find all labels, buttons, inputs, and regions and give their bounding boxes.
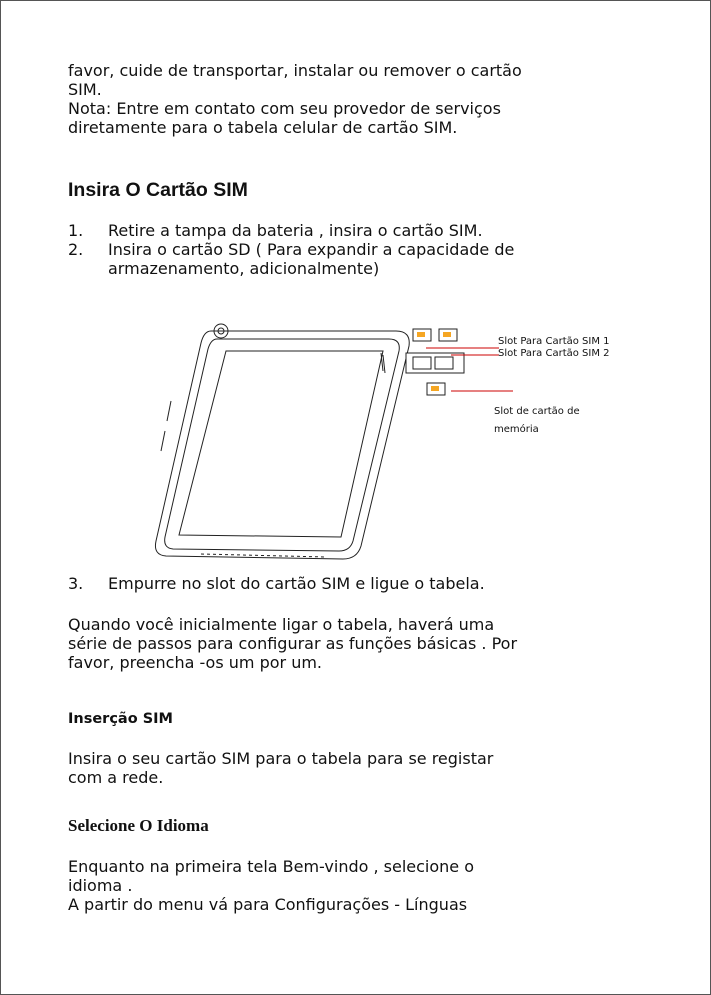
paragraph-line: Insira o seu cartão SIM para o tabela para se registar bbox=[68, 749, 494, 768]
setup-paragraph bbox=[68, 615, 628, 672]
step-number: 3. bbox=[68, 574, 84, 593]
step-item bbox=[68, 221, 628, 240]
step-text: armazenamento, adicionalmente) bbox=[108, 259, 380, 278]
language-heading: Selecione O Idioma bbox=[68, 816, 209, 835]
label-memory-slot: memória bbox=[494, 424, 539, 435]
intro-line: SIM. bbox=[68, 80, 102, 99]
note-line: diretamente para o tabela celular de cartão SIM. bbox=[68, 118, 458, 137]
paragraph-line: Enquanto na primeira tela Bem-vindo , selecione o bbox=[68, 857, 475, 876]
step-number: 2. bbox=[68, 240, 84, 259]
paragraph-line: idioma . bbox=[68, 876, 133, 895]
label-sim-slot-2: Slot Para Cartão SIM 2 bbox=[498, 348, 610, 359]
step-text: Retire a tampa da bateria , insira o cartão SIM. bbox=[108, 221, 483, 240]
paragraph-line: série de passos para configurar as funções básicas . Por bbox=[68, 634, 518, 653]
paragraph-line: com a rede. bbox=[68, 768, 164, 787]
intro-line: favor, cuide de transportar, instalar ou remover o cartão bbox=[68, 61, 522, 80]
tablet-sim-illustration bbox=[151, 311, 651, 571]
language-section bbox=[68, 816, 628, 836]
sim-cards bbox=[406, 329, 464, 395]
sim-insertion-paragraph bbox=[68, 749, 628, 787]
paragraph-line: A partir do menu vá para Configurações - Línguas bbox=[68, 895, 468, 914]
language-paragraph bbox=[68, 857, 628, 914]
label-memory-slot: Slot de cartão de bbox=[494, 406, 580, 417]
paragraph-line: favor, preencha -os um por um. bbox=[68, 653, 322, 672]
step-item bbox=[68, 574, 485, 593]
step-text: Empurre no slot do cartão SIM e ligue o tabela. bbox=[108, 574, 485, 593]
step-item bbox=[68, 240, 628, 278]
tablet-drawing bbox=[155, 324, 409, 559]
note-line: Nota: Entre em contato com seu provedor de serviços bbox=[68, 99, 501, 118]
sim-insertion-heading: Inserção SIM bbox=[68, 711, 173, 727]
section-title: Insira O Cartão SIM bbox=[68, 179, 248, 201]
sim-insertion-section bbox=[68, 711, 628, 727]
step-number: 1. bbox=[68, 221, 84, 240]
step-text: Insira o cartão SD ( Para expandir a capacidade de bbox=[108, 240, 515, 259]
paragraph-line: Quando você inicialmente ligar o tabela, haverá uma bbox=[68, 615, 495, 634]
steps-list bbox=[68, 221, 628, 278]
label-sim-slot-1: Slot Para Cartão SIM 1 bbox=[498, 336, 610, 347]
intro-text bbox=[68, 61, 628, 137]
